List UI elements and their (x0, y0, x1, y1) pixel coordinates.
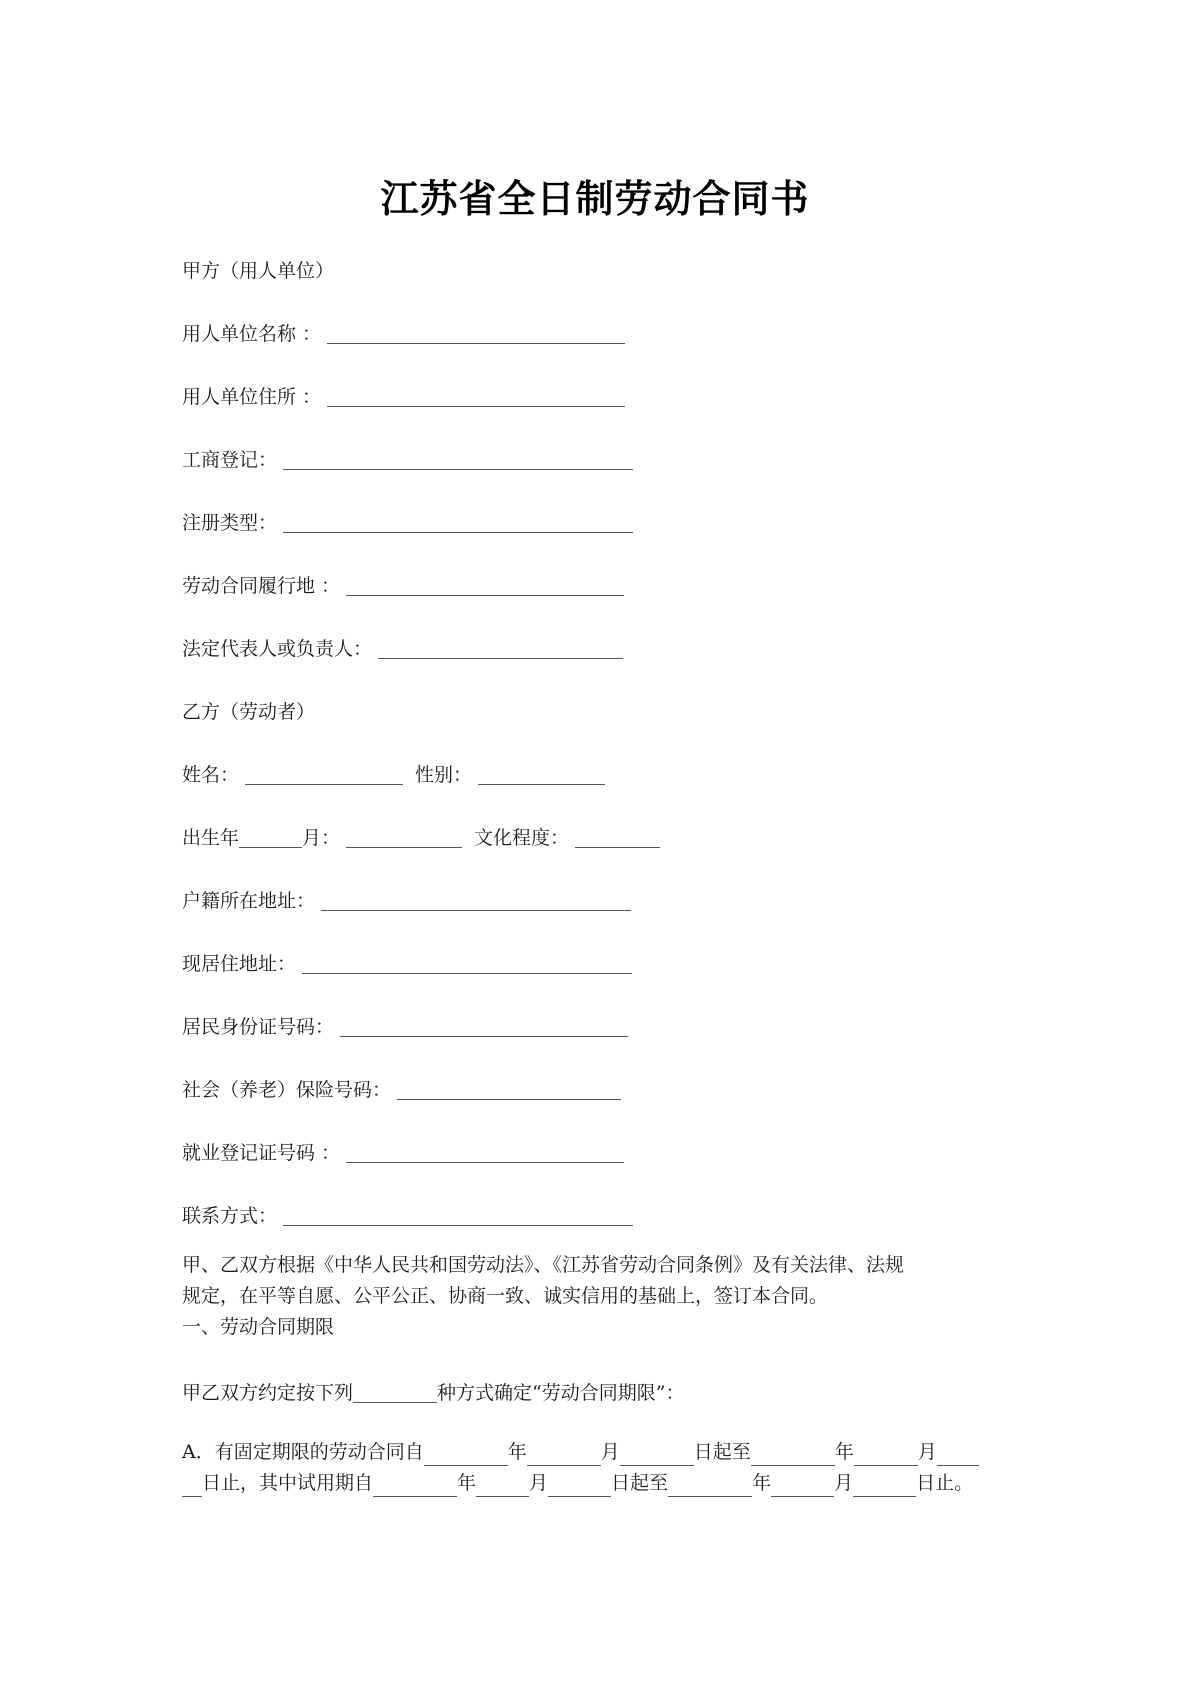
probation-end-month-input[interactable] (771, 1476, 834, 1497)
probation-start-day-input[interactable] (548, 1476, 611, 1497)
field-current-address (182, 952, 632, 976)
preamble-line-2: 规定，在平等自愿、公平公正、协商一致、诚实信用的基础上，签订本合同。 (182, 1285, 829, 1307)
field-employer-name (182, 322, 625, 346)
name-input[interactable] (245, 764, 403, 785)
preamble-line-1: 甲、乙双方根据《中华人民共和国劳动法》、《江苏省劳动合同条例》及有关法律、法规 (182, 1254, 905, 1276)
party-b-heading: 乙方（劳动者） (182, 701, 316, 723)
employer-address-input[interactable] (327, 386, 625, 407)
field-label: 社会（养老）保险号码： (182, 1079, 392, 1101)
section-1-heading: 一、劳动合同期限 (182, 1316, 335, 1338)
field-label: 户籍所在地址： (182, 890, 316, 912)
birth-year-input[interactable] (239, 827, 302, 848)
field-label: 用人单位住所 ： (182, 386, 322, 408)
registration-type-input[interactable] (283, 512, 633, 533)
field-label: 联系方式： (182, 1205, 278, 1227)
field-business-registration (182, 448, 633, 472)
document-title: 江苏省全日制劳动合同书 (380, 176, 810, 221)
field-legal-representative (182, 637, 623, 661)
field-label: 劳动合同履行地 ： (182, 575, 341, 597)
end-month-input[interactable] (854, 1445, 918, 1466)
field-name-gender (182, 763, 605, 787)
end-day-input[interactable] (937, 1445, 979, 1466)
field-employer-address (182, 385, 625, 409)
field-label: 注册类型： (182, 512, 278, 534)
field-social-insurance (182, 1078, 621, 1102)
option-a-line-2: 日止，其中试用期自 年 月 日起至 年 月 日止。 (182, 1468, 1024, 1499)
term-choice-line: 甲乙双方约定按下列 种方式确定“劳动合同期限”： (182, 1382, 685, 1404)
field-label: 居民身份证号码： (182, 1016, 335, 1038)
probation-start-month-input[interactable] (476, 1476, 529, 1497)
education-input[interactable] (575, 827, 660, 848)
id-number-input[interactable] (340, 1016, 628, 1037)
start-day-input[interactable] (620, 1445, 694, 1466)
name-label: 姓名： (182, 764, 240, 786)
contact-input[interactable] (283, 1205, 633, 1226)
birth-year-label: 出生年 (182, 827, 240, 849)
gender-input[interactable] (478, 764, 605, 785)
field-id-number (182, 1015, 628, 1039)
employer-name-input[interactable] (327, 323, 625, 344)
probation-end-day-input[interactable] (853, 1476, 916, 1497)
start-year-input[interactable] (424, 1445, 508, 1466)
household-address-input[interactable] (321, 890, 631, 911)
party-a-heading: 甲方（用人单位） (182, 260, 335, 282)
field-birth-education (182, 826, 660, 850)
end-year-input[interactable] (751, 1445, 835, 1466)
field-label: 法定代表人或负责人： (182, 638, 373, 660)
option-a-paragraph (182, 1437, 1024, 1499)
birth-month-label: 月： (302, 827, 341, 849)
field-contract-location (182, 574, 624, 598)
field-label: 用人单位名称 ： (182, 323, 322, 345)
end-day-input-cont[interactable] (182, 1476, 202, 1497)
field-label: 现居住地址： (182, 953, 297, 975)
field-registration-type (182, 511, 633, 535)
current-address-input[interactable] (302, 953, 632, 974)
birth-month-input[interactable] (346, 827, 462, 848)
business-registration-input[interactable] (283, 449, 633, 470)
gender-label: 性别： (415, 764, 473, 786)
field-label: 工商登记： (182, 449, 278, 471)
education-label: 文化程度： (474, 827, 570, 849)
employment-registration-input[interactable] (346, 1142, 624, 1163)
start-month-input[interactable] (527, 1445, 601, 1466)
contract-location-input[interactable] (346, 575, 624, 596)
term-method-input[interactable] (353, 1382, 437, 1403)
social-insurance-input[interactable] (397, 1079, 621, 1100)
field-employment-registration (182, 1141, 624, 1165)
field-contact (182, 1204, 633, 1228)
field-household-address (182, 889, 631, 913)
probation-start-year-input[interactable] (373, 1476, 457, 1497)
option-a-line-1: A．有固定期限的劳动合同自 年 月 日起至 年 月 (182, 1437, 1024, 1468)
legal-representative-input[interactable] (378, 638, 623, 659)
preamble-paragraph (182, 1250, 1024, 1343)
field-label: 就业登记证号码 ： (182, 1142, 341, 1164)
probation-end-year-input[interactable] (668, 1476, 752, 1497)
